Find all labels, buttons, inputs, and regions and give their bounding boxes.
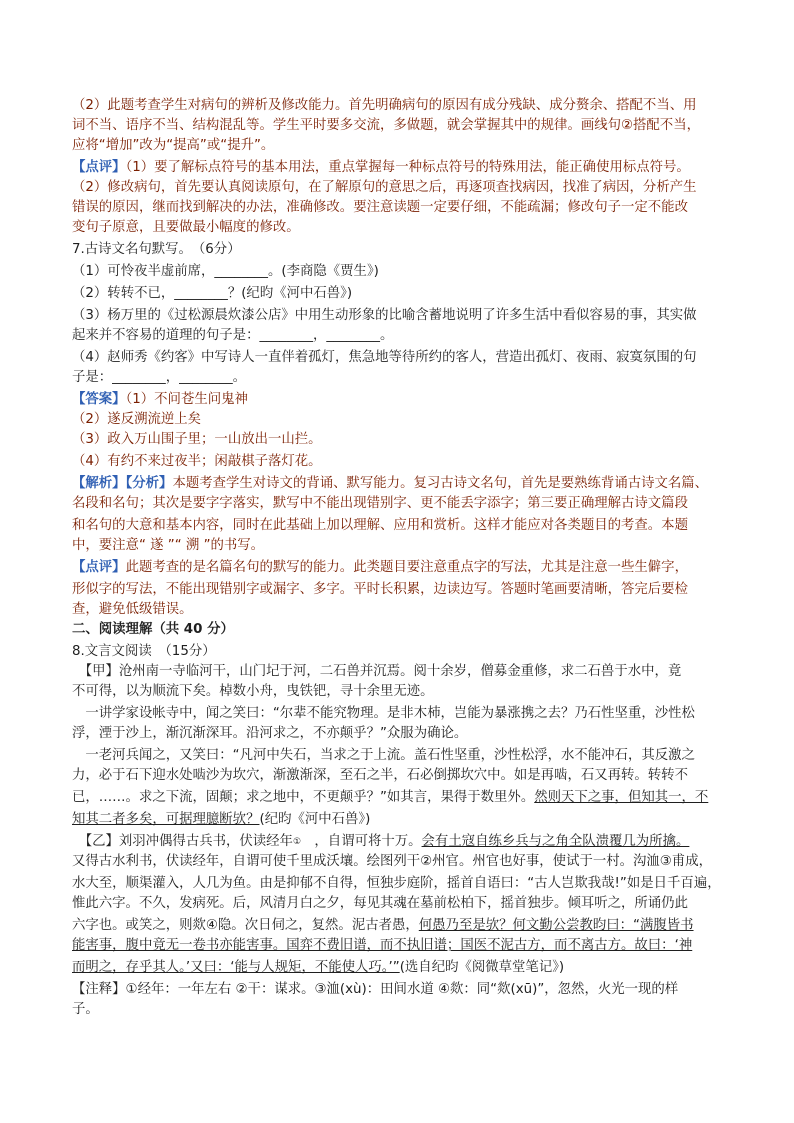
text-line bbox=[72, 348, 732, 368]
text-span: 错误的原因，继而找到解决的办法，准确修改。要注意读题一定要仔细，不能疏漏；修改句子一定不能改 bbox=[72, 200, 688, 215]
text-line bbox=[72, 116, 732, 136]
text-span: 【解析】【分析】 bbox=[72, 476, 173, 491]
text-line bbox=[72, 198, 732, 218]
text-span: （3）杨万里的《过松源晨炊漆公店》中用生动形象的比喻含蓄地说明了许多生活中看似容易的事，其实做 bbox=[72, 308, 697, 323]
text-span: 而明之，存乎其人。’又曰：‘能与人规矩，不能使人巧。’” bbox=[72, 960, 400, 975]
text-span: 和名句的大意和基本内容，同时在此基础上加以理解、应用和赏析。这样才能应对各类题目的考查。本题 bbox=[72, 518, 688, 533]
text-span: 已，……。求之下流，固颠；求之地中，不更颠乎？”如其言，果得于数里外。 bbox=[72, 790, 535, 805]
text-span: （2）遂反溯流逆上矣 bbox=[72, 412, 202, 427]
text-span: 【点评】 bbox=[72, 160, 126, 175]
text-line bbox=[72, 430, 732, 450]
text-span: (选自纪昀《阅微草堂笔记》) bbox=[399, 960, 565, 975]
text-span: 不可得，以为顺流下矣。棹数小舟，曳铁钯，寻十余里无迹。 bbox=[72, 684, 434, 699]
text-span: （2）修改病句，首先要认真阅读原句，在了解原句的意思之后，再逐项查找病因，找准了病因，分析产生 bbox=[72, 180, 697, 195]
text-line bbox=[72, 284, 732, 304]
text-span: 浮，湮于沙上，渐沉渐深耳。沿河求之，不亦颠乎？”众服为确论。 bbox=[72, 726, 468, 741]
text-span: （4）赵师秀《约客》中写诗人一直伴着孤灯，焦急地等待所约的客人，营造出孤灯、夜雨、寂寞氛围的句 bbox=[72, 350, 697, 365]
text-line bbox=[72, 536, 732, 556]
text-line bbox=[72, 178, 732, 198]
text-line bbox=[72, 874, 732, 894]
text-line bbox=[72, 218, 732, 238]
text-span: （1）可怜夜半虚前席，________。(李商隐《贾生》) bbox=[72, 264, 379, 279]
text-line bbox=[72, 746, 732, 766]
text-span: 二、阅读理解（共 40 分） bbox=[72, 622, 234, 637]
text-line bbox=[72, 682, 732, 702]
text-span: 【注释】①经年：一年左右 ②干：谋求。③洫(xù)：田间水道 ④欻：同“欻(xū)”，忽然，火光一现的样 bbox=[72, 982, 679, 997]
text-line bbox=[72, 642, 732, 662]
text-span: 此题考查的是名篇名句的默写的能力。此类题目要注意重点字的写法，尤其是注意一些生僻字， bbox=[125, 560, 688, 575]
text-span: 7.古诗文名句默写。 （6分） bbox=[72, 242, 241, 257]
text-span: 一讲学家设帐寺中，闻之笑曰：“尔辈不能究物理。是非木杮，岂能为暴涨携之去？乃石性坚重，沙性松 bbox=[72, 706, 695, 721]
text-span: 然则天下之事，但知其一，不 bbox=[534, 790, 709, 805]
text-span: 变句子原意，且要做最小幅度的修改。 bbox=[72, 220, 300, 235]
text-span: 词不当、语序不当、结构混乱等。学生平时要多交流，多做题，就会掌握其中的规律。画线句②搭配不当， bbox=[72, 118, 700, 133]
text-line bbox=[72, 832, 732, 852]
text-line bbox=[72, 390, 732, 410]
text-span: 中，要注意“ 遂 ”“ 溯 ”的书写。 bbox=[72, 538, 265, 553]
text-line bbox=[72, 516, 732, 536]
text-line bbox=[72, 136, 732, 156]
text-span: 【点评】 bbox=[72, 560, 126, 575]
text-span: （4）有约不来过夜半；闲敲棋子落灯花。 bbox=[72, 454, 322, 469]
text-line bbox=[72, 474, 732, 494]
text-span: 知其二者多矣，可据理臆断欤？ bbox=[72, 812, 260, 827]
text-span: 子。 bbox=[72, 1002, 99, 1017]
text-span: ，自谓可将十万。 bbox=[301, 834, 422, 849]
text-line bbox=[72, 558, 732, 578]
text-span: 一老河兵闻之，又笑曰：“凡河中失石，当求之于上流。盖石性坚重，沙性松浮，水不能冲石，其反激之 bbox=[72, 748, 695, 763]
text-span: 名段和名句；其次是要字字落实，默写中不能出现错别字、更不能丢字添字；第三要正确理解古诗文篇段 bbox=[72, 496, 688, 511]
text-line bbox=[72, 580, 732, 600]
text-line bbox=[72, 306, 732, 326]
text-span: 查，避免低级错误。 bbox=[72, 602, 193, 617]
text-line bbox=[72, 494, 732, 514]
text-line bbox=[72, 724, 732, 744]
text-line bbox=[72, 158, 732, 178]
text-line bbox=[72, 368, 732, 388]
text-line bbox=[72, 96, 732, 116]
text-line bbox=[72, 620, 732, 640]
text-span: （1）不问苍生问鬼神 bbox=[125, 392, 248, 407]
text-span: 会有土寇自练乡兵与之角全队溃覆几为所擒。 bbox=[421, 834, 690, 849]
text-line bbox=[72, 662, 732, 682]
text-span: 能害事，腹中竟无一卷书亦能害事。国弈不费旧谱，而不执旧谱；国医不泥古方，而不离古方。故曰：‘神 bbox=[72, 938, 693, 953]
text-span: 本题考查学生对诗文的背诵、默写能力。复习古诗文名句，首先是要熟练背诵古诗文名篇、 bbox=[172, 476, 709, 491]
text-span: （2）转转不已，________？(纪昀《河中石兽》) bbox=[72, 286, 353, 301]
text-line bbox=[72, 600, 732, 620]
text-span: (纪昀《河中石兽》) bbox=[259, 812, 371, 827]
text-span: （1）要了解标点符号的基本用法，重点掌握每一种标点符号的特殊用法，能正确使用标点符号。 bbox=[125, 160, 690, 175]
text-line bbox=[72, 1000, 732, 1020]
text-line bbox=[72, 766, 732, 786]
text-span: 起来并不容易的道理的句子是：________，________。 bbox=[72, 328, 394, 343]
text-span: 何愚乃至是欤？何文勤公尝教昀曰：“满腹皆书 bbox=[418, 918, 694, 933]
text-span: 惟此六字。不久，发病死。后，风清月白之夕，每见其魂在墓前松柏下，摇首独步。倾耳听之，所诵仍此 bbox=[72, 896, 688, 911]
text-span: 水大至，顺渠灌入，人几为鱼。由是抑郁不自得，恒独步庭阶，摇首自语曰：“古人岂欺我哉!”如是日千百遍， bbox=[72, 876, 721, 891]
text-line bbox=[72, 980, 732, 1000]
text-line bbox=[72, 810, 732, 830]
text-span: （3）政入万山围子里；一山放出一山拦。 bbox=[72, 432, 322, 447]
text-span: 【乙】刘羽冲偶得古兵书，伏读经年 bbox=[72, 834, 293, 849]
text-span: 子是：________，________。 bbox=[72, 370, 247, 385]
text-line bbox=[72, 410, 732, 430]
text-line bbox=[72, 788, 732, 808]
text-line bbox=[72, 240, 732, 260]
text-line bbox=[72, 852, 732, 872]
text-line bbox=[72, 452, 732, 472]
text-span: 【甲】沧州南一寺临河干，山门圮于河，二石兽并沉焉。阅十余岁，僧募金重修，求二石兽于水中，竟 bbox=[72, 664, 682, 679]
text-line bbox=[72, 704, 732, 724]
text-span: 【答案】 bbox=[72, 392, 126, 407]
text-line bbox=[72, 916, 732, 936]
text-line bbox=[72, 262, 732, 282]
text-span: ① bbox=[292, 837, 302, 847]
text-line bbox=[72, 894, 732, 914]
text-line bbox=[72, 326, 732, 346]
text-span: 六字也。或笑之，则欻④隐。次日伺之，复然。泥古者愚， bbox=[72, 918, 419, 933]
text-span: 形似字的写法，不能出现错别字或漏字、多字。平时长积累，边读边写。答题时笔画要清晰，答完后要检 bbox=[72, 582, 688, 597]
text-span: 又得古水利书，伏读经年，自谓可使千里成沃壤。绘图列干②州官。州官也好事，使试于一村。沟洫③甫成， bbox=[72, 854, 712, 869]
text-line bbox=[72, 936, 732, 956]
text-span: 8.文言文阅读 （15分） bbox=[72, 644, 216, 659]
text-line bbox=[72, 958, 732, 978]
text-span: 力，必于石下迎水处啮沙为坎穴，渐激渐深，至石之半，石必倒掷坎穴中。如是再啮，石又再转。转转不 bbox=[72, 768, 688, 783]
text-span: 应将“增加”改为“提高”或“提升”。 bbox=[72, 138, 275, 153]
text-span: （2）此题考查学生对病句的辨析及修改能力。首先明确病句的原因有成分残缺、成分赘余、搭配不当、用 bbox=[72, 98, 697, 113]
